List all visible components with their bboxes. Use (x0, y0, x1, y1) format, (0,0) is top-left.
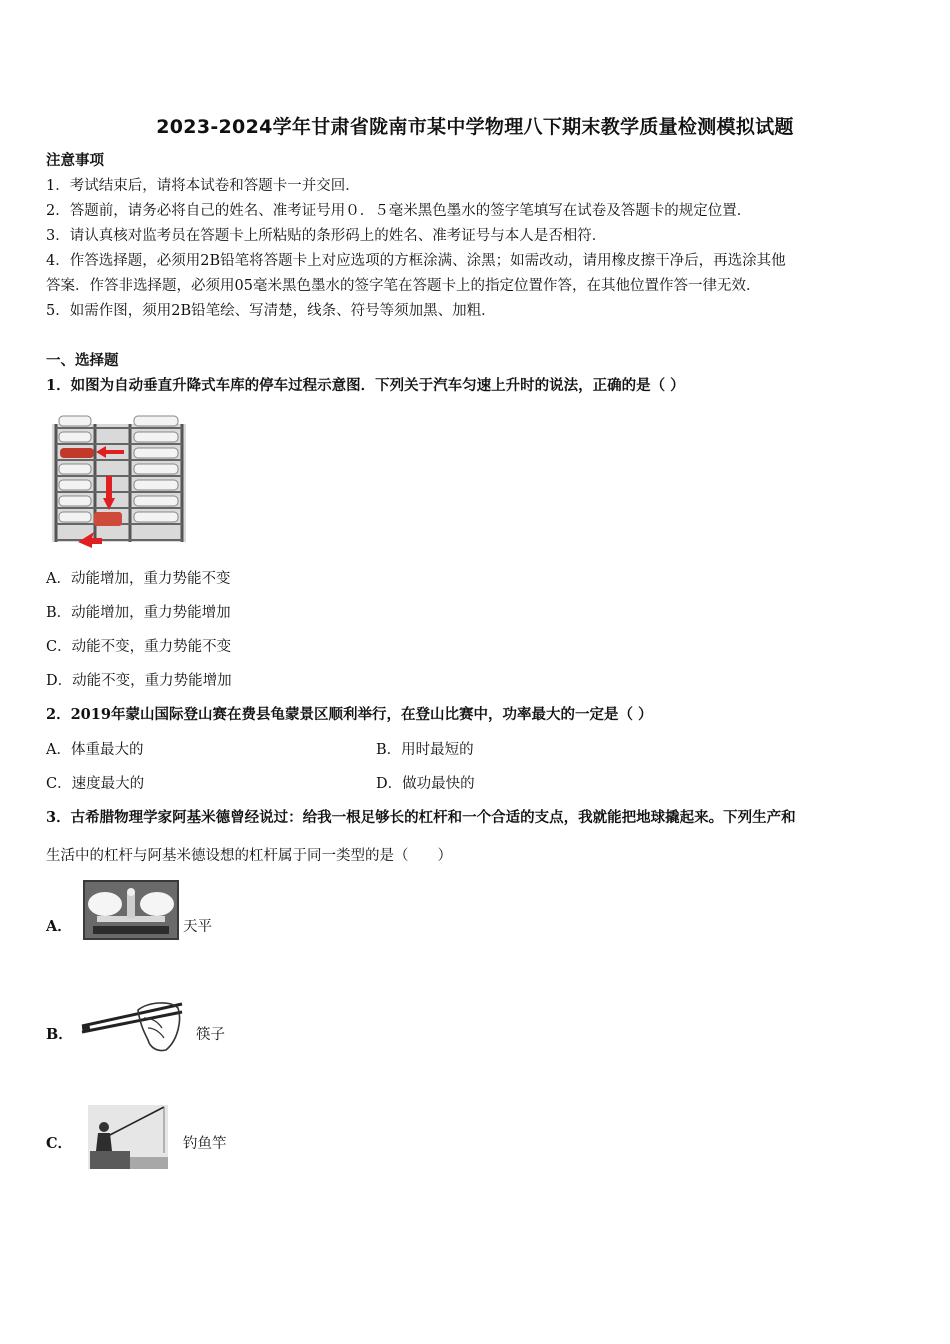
q3-option-c-letter: C． (46, 1135, 73, 1152)
q1-option-d: D．动能不变，重力势能增加 (46, 673, 232, 689)
section-heading: 一、选择题 (46, 352, 119, 369)
q1-option-b: B．动能增加，重力势能增加 (46, 605, 231, 621)
question-3-stem-line1: 3．古希腊物理学家阿基米德曾经说过：给我一根足够长的杠杆和一个合适的支点，我就能把地球撬起来。下列生产和 (46, 809, 796, 826)
notice-item: 2．答题前，请务必将自己的姓名、准考证号用０．５毫米黑色墨水的签字笔填写在试卷及答题卡的规定位置． (46, 203, 752, 219)
question-3-stem-line2: 生活中的杠杆与阿基米德设想的杠杆属于同一类型的是（ ） (46, 848, 452, 864)
q2-option-a: A．体重最大的 (46, 742, 144, 758)
question-1-stem: 1．如图为自动垂直升降式车库的停车过程示意图．下列关于汽车匀速上升时的说法，正确的是（ ） (46, 377, 685, 394)
notice-item: 4．作答选择题，必须用2B铅笔将答题卡上对应选项的方框涂满、涂黑；如需改动，请用橡皮擦干净后，再选涂其他 (46, 253, 786, 269)
q3-option-a-label: 天平 (183, 919, 212, 935)
chopsticks-image (78, 996, 186, 1054)
parking-garage-figure (48, 410, 190, 552)
q3-option-b-letter: B． (46, 1026, 73, 1043)
q3-option-b-label: 筷子 (196, 1027, 225, 1043)
q3-option-c-label: 钓鱼竿 (183, 1136, 227, 1152)
notice-item: 3．请认真核对监考员在答题卡上所粘贴的条形码上的姓名、准考证号与本人是否相符． (46, 228, 607, 244)
balance-scale-image (83, 880, 179, 940)
fishing-rod-image (88, 1105, 168, 1169)
notice-heading: 注意事项 (46, 152, 104, 169)
q1-option-c: C．动能不变，重力势能不变 (46, 639, 232, 655)
q2-option-b: B．用时最短的 (376, 742, 474, 758)
q2-option-d: D．做功最快的 (376, 776, 475, 792)
q2-option-c: C．速度最大的 (46, 776, 145, 792)
q1-option-a: A．动能增加，重力势能不变 (46, 571, 231, 587)
question-2-stem: 2．2019年蒙山国际登山赛在费县龟蒙景区顺利举行，在登山比赛中，功率最大的一定是（ ） (46, 706, 653, 723)
notice-item: 1．考试结束后，请将本试卷和答题卡一并交回． (46, 178, 360, 194)
page-title: 2023-2024学年甘肃省陇南市某中学物理八下期末教学质量检测模拟试题 (156, 116, 794, 138)
q3-option-a-letter: A． (46, 918, 72, 935)
notice-item: 5．如需作图，须用2B铅笔绘、写清楚，线条、符号等须加黑、加粗． (46, 303, 496, 319)
notice-item: 答案．作答非选择题，必须用05毫米黑色墨水的签字笔在答题卡上的指定位置作答，在其他位置作答一律无效． (46, 278, 761, 294)
